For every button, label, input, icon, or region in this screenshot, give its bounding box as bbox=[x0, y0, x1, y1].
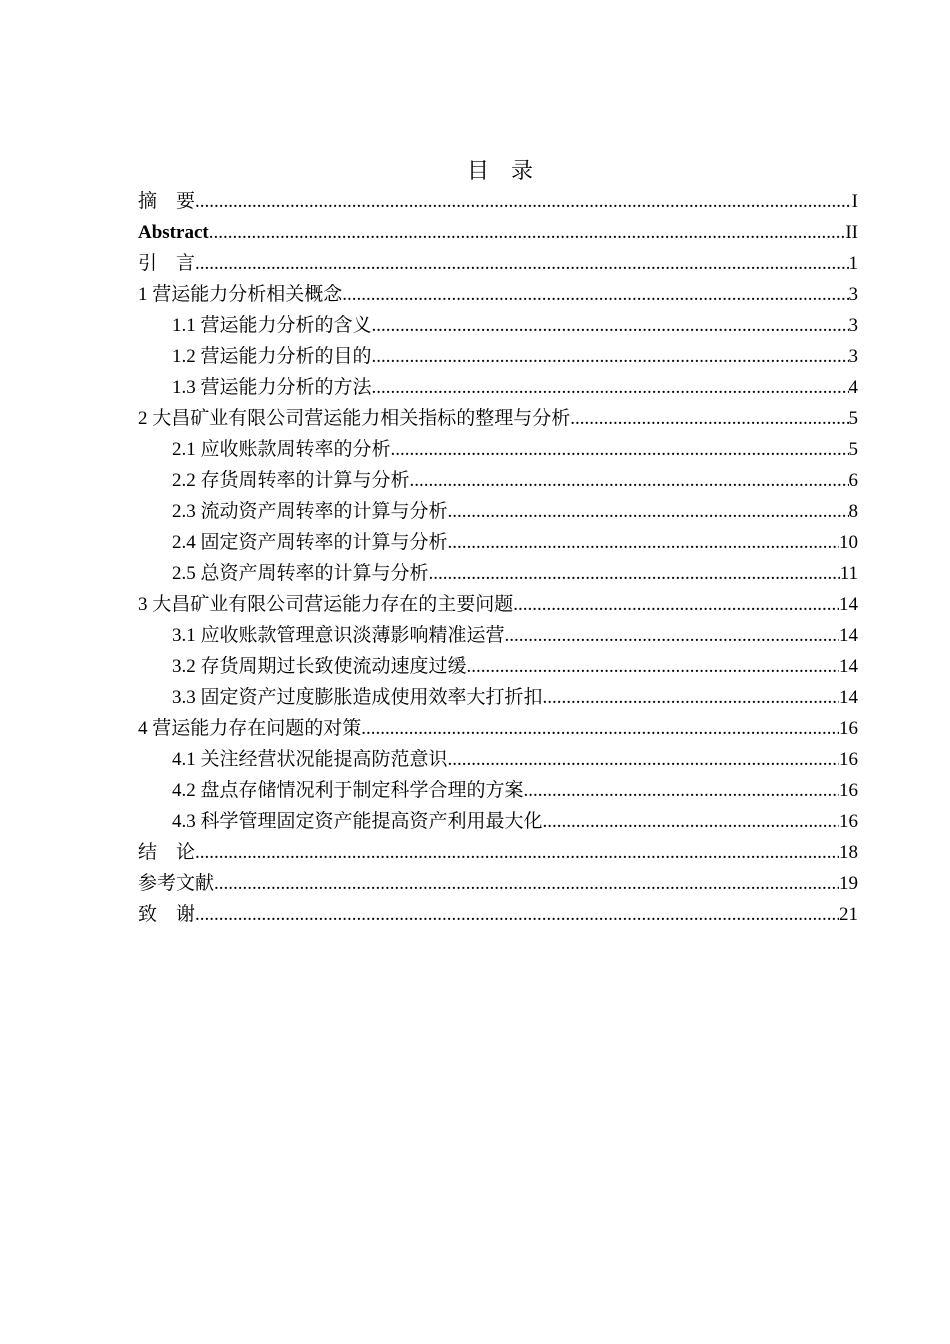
toc-entry[interactable] bbox=[138, 217, 858, 248]
toc-leader-dots bbox=[195, 837, 839, 868]
toc-entry[interactable] bbox=[138, 775, 858, 806]
toc-entry-label: 4 营运能力存在问题的对策 bbox=[138, 718, 362, 739]
toc-entry[interactable] bbox=[138, 434, 858, 465]
toc-entry-label: 参考文献 bbox=[138, 873, 215, 894]
toc-entry[interactable] bbox=[138, 496, 858, 527]
toc-entry[interactable] bbox=[138, 279, 858, 310]
toc-entry[interactable] bbox=[138, 868, 858, 899]
toc-entry[interactable] bbox=[138, 186, 858, 217]
toc-leader-dots bbox=[372, 372, 849, 403]
table-of-contents bbox=[138, 186, 858, 930]
toc-leader-dots bbox=[513, 589, 839, 620]
toc-entry[interactable] bbox=[138, 682, 858, 713]
toc-entry[interactable] bbox=[138, 744, 858, 775]
toc-leader-dots bbox=[570, 403, 848, 434]
toc-entry-label: 致 谢 bbox=[138, 904, 196, 925]
toc-leader-dots bbox=[467, 651, 839, 682]
toc-entry-label: 2 大昌矿业有限公司营运能力相关指标的整理与分析 bbox=[138, 408, 571, 429]
toc-entry-label: 2.1 应收账款周转率的分析 bbox=[172, 439, 391, 460]
toc-leader-dots bbox=[391, 434, 849, 465]
toc-leader-dots bbox=[410, 465, 849, 496]
toc-entry-label: 4.3 科学管理固定资产能提高资产利用最大化 bbox=[172, 811, 543, 832]
toc-entry-page-number: 14 bbox=[839, 594, 858, 615]
toc-leader-dots bbox=[448, 744, 839, 775]
toc-leader-dots bbox=[505, 620, 839, 651]
toc-entry-label: 结 论 bbox=[138, 842, 196, 863]
toc-entry[interactable] bbox=[138, 465, 858, 496]
toc-leader-dots bbox=[195, 248, 848, 279]
toc-entry-label: 1 营运能力分析相关概念 bbox=[138, 284, 343, 305]
toc-entry-label: 3.3 固定资产过度膨胀造成使用效率大打折扣 bbox=[172, 687, 543, 708]
toc-leader-dots bbox=[448, 496, 849, 527]
toc-entry-page-number: 21 bbox=[839, 904, 858, 925]
toc-entry[interactable] bbox=[138, 341, 858, 372]
toc-entry[interactable] bbox=[138, 527, 858, 558]
toc-entry[interactable] bbox=[138, 589, 858, 620]
toc-entry-page-number: 14 bbox=[839, 687, 858, 708]
toc-leader-dots bbox=[195, 186, 852, 217]
toc-entry-label: 1.1 营运能力分析的含义 bbox=[172, 315, 372, 336]
toc-entry-label: 3 大昌矿业有限公司营运能力存在的主要问题 bbox=[138, 594, 514, 615]
toc-entry-label: 2.3 流动资产周转率的计算与分析 bbox=[172, 501, 448, 522]
toc-leader-dots bbox=[543, 806, 839, 837]
toc-entry-page-number: 18 bbox=[839, 842, 858, 863]
toc-entry-page-number: 3 bbox=[848, 315, 858, 336]
toc-entry[interactable] bbox=[138, 403, 858, 434]
toc-entry[interactable] bbox=[138, 310, 858, 341]
toc-entry[interactable] bbox=[138, 899, 858, 930]
toc-entry-page-number: 16 bbox=[839, 749, 858, 770]
toc-entry-page-number: 14 bbox=[839, 625, 858, 646]
toc-entry-page-number: 3 bbox=[848, 346, 858, 367]
toc-leader-dots bbox=[361, 713, 839, 744]
toc-entry-label: 摘 要 bbox=[138, 191, 196, 212]
toc-leader-dots bbox=[209, 217, 846, 248]
toc-leader-dots bbox=[342, 279, 848, 310]
toc-title: 目 录 bbox=[466, 158, 533, 183]
toc-entry[interactable] bbox=[138, 837, 858, 868]
toc-entry[interactable] bbox=[138, 713, 858, 744]
toc-leader-dots bbox=[214, 868, 839, 899]
toc-entry-label: 2.5 总资产周转率的计算与分析 bbox=[172, 563, 429, 584]
toc-entry-label: 2.4 固定资产周转率的计算与分析 bbox=[172, 532, 448, 553]
toc-entry-page-number: I bbox=[851, 191, 858, 212]
toc-entry-page-number: 14 bbox=[839, 656, 858, 677]
toc-entry-page-number: 5 bbox=[848, 408, 858, 429]
toc-entry-label: 4.2 盘点存储情况利于制定科学合理的方案 bbox=[172, 780, 524, 801]
toc-entry[interactable] bbox=[138, 372, 858, 403]
toc-entry-page-number: II bbox=[845, 222, 858, 243]
toc-entry-page-number: 10 bbox=[839, 532, 858, 553]
toc-leader-dots bbox=[195, 899, 839, 930]
toc-leader-dots bbox=[543, 682, 839, 713]
toc-entry-label: 1.3 营运能力分析的方法 bbox=[172, 377, 372, 398]
toc-entry-page-number: 19 bbox=[839, 873, 858, 894]
toc-entry-page-number: 1 bbox=[848, 253, 858, 274]
toc-entry-page-number: 8 bbox=[848, 501, 858, 522]
toc-entry[interactable] bbox=[138, 248, 858, 279]
toc-entry[interactable] bbox=[138, 806, 858, 837]
toc-entry[interactable] bbox=[138, 651, 858, 682]
toc-entry-page-number: 11 bbox=[839, 563, 858, 584]
toc-entry-label: 引 言 bbox=[138, 253, 196, 274]
toc-entry-label: 4.1 关注经营状况能提高防范意识 bbox=[172, 749, 448, 770]
toc-entry-page-number: 4 bbox=[848, 377, 858, 398]
toc-entry-label: 1.2 营运能力分析的目的 bbox=[172, 346, 372, 367]
toc-leader-dots bbox=[429, 558, 840, 589]
toc-entry-page-number: 5 bbox=[848, 439, 858, 460]
toc-entry-page-number: 16 bbox=[839, 718, 858, 739]
toc-leader-dots bbox=[448, 527, 839, 558]
toc-entry-page-number: 3 bbox=[848, 284, 858, 305]
toc-entry-label: 2.2 存货周转率的计算与分析 bbox=[172, 470, 410, 491]
toc-entry-page-number: 16 bbox=[839, 780, 858, 801]
toc-entry[interactable] bbox=[138, 558, 858, 589]
toc-entry-label: 3.2 存货周期过长致使流动速度过缓 bbox=[172, 656, 467, 677]
toc-entry-label: 3.1 应收账款管理意识淡薄影响精准运营 bbox=[172, 625, 505, 646]
toc-leader-dots bbox=[372, 310, 849, 341]
toc-leader-dots bbox=[524, 775, 839, 806]
toc-entry-page-number: 6 bbox=[848, 470, 858, 491]
toc-leader-dots bbox=[372, 341, 849, 372]
toc-entry-page-number: 16 bbox=[839, 811, 858, 832]
toc-entry[interactable] bbox=[138, 620, 858, 651]
toc-entry-label: Abstract bbox=[138, 222, 209, 243]
